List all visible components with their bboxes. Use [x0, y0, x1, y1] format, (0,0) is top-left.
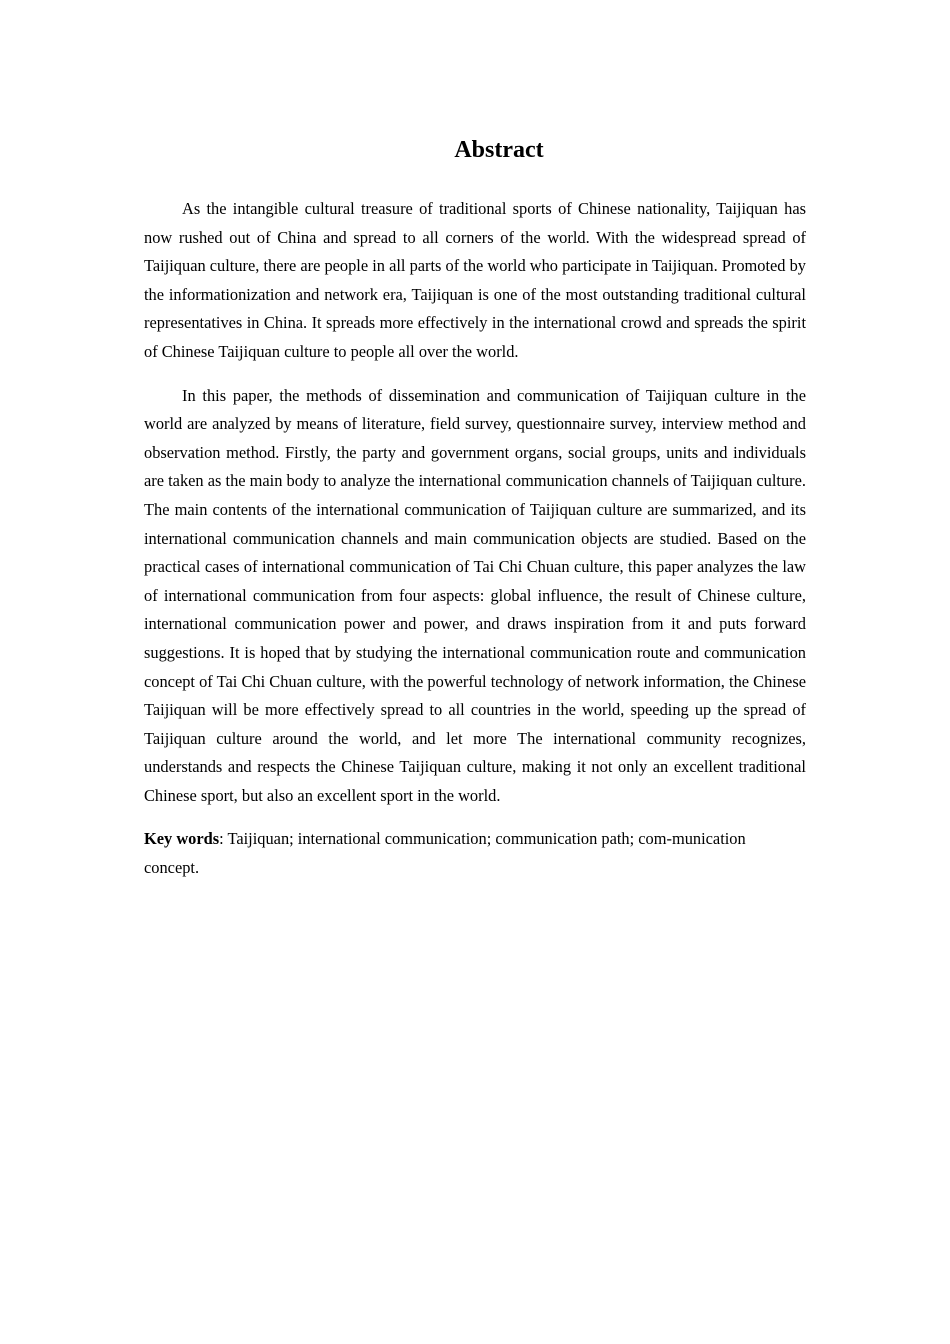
abstract-paragraph-2: In this paper, the methods of dissemination and communication of Taijiquan culture in the world are analyzed by means of literature, field survey, questionnaire survey, interview method and observation method. Firstly, the party and government organs, social groups, units and individuals are taken as the main body to analyze the international communication channels of Taijiquan culture. The main contents of the international communication of Taijiquan culture are summarized, and its international communication channels and main communication objects are studied. Based on the practical cases of international communication of Tai Chi Chuan culture, this paper analyzes the law of international communication from four aspects: global influence, the result of Chinese culture, international communication power and power, and draws inspiration from it and puts forward suggestions. It is hoped that by studying the international communication route and communication concept of Tai Chi Chuan culture, with the powerful technology of network information, the Chinese Taijiquan will be more effectively spread to all countries in the world, speeding up the spread of Taijiquan culture around the world, and let more The international community recognizes, understands and respects the Chinese Taijiquan culture, making it not only an excellent traditional Chinese sport, but also an excellent sport in the world. [144, 385, 806, 805]
abstract-paragraph-1: As the intangible cultural treasure of traditional sports of Chinese nationality, Taijiquan has now rushed out of China and spread to all corners of the world. With the widespread spread of Taijiquan culture, there are people in all parts of the world who participate in Taijiquan. Promoted by the informationization and network era, Taijiquan is one of the most outstanding traditional cultural representatives in China. It spreads more effectively in the international crowd and spreads the spirit of Chinese Taijiquan culture to people all over the world. [144, 199, 806, 361]
keywords-line [144, 825, 806, 882]
keywords-label: Key words [144, 829, 220, 849]
abstract-title: Abstract [454, 137, 544, 163]
abstract-section [144, 134, 806, 883]
keywords-separator: : [219, 829, 224, 849]
keywords-list: Taijiquan; international communication; communication path; com-munication concept. [144, 829, 746, 878]
